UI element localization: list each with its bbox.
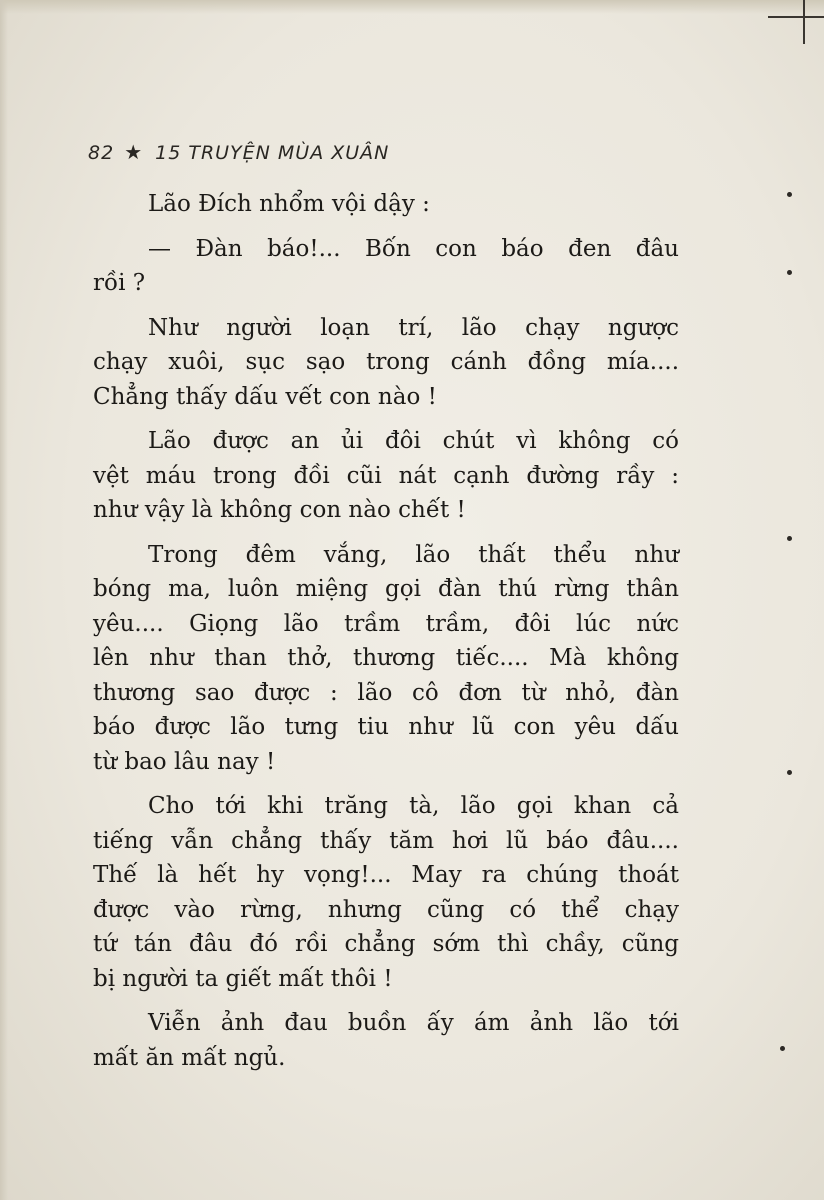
- paragraph: [93, 311, 679, 415]
- star-icon: ★: [124, 140, 144, 164]
- text-line: Cho tới khi trăng tà, lão gọi khan cả: [148, 793, 679, 819]
- text-line: yêu.... Giọng lão trầm trầm, đôi lúc nức: [93, 610, 679, 637]
- ink-speck: [787, 770, 792, 775]
- text-line: Viễn ảnh đau buồn ấy ám ảnh lão tới: [148, 1010, 679, 1036]
- page-left-edge-shadow: [0, 0, 8, 1200]
- text-line: Chẳng thấy dấu vết con nào !: [93, 383, 437, 410]
- text-line: mất ăn mất ngủ.: [93, 1044, 286, 1071]
- text-line: chạy xuôi, sục sạo trong cánh đồng mía....: [93, 349, 679, 375]
- text-line: rồi ?: [93, 270, 146, 296]
- running-header: [88, 140, 389, 164]
- paragraph: [93, 232, 679, 301]
- text-line: vệt máu trong đồi cũi nát cạnh đường rầy :: [93, 462, 679, 489]
- crop-mark-horizontal: [768, 16, 824, 18]
- book-title: 15 TRUYỆN MÙA XUÂN: [155, 142, 390, 164]
- text-line: tiếng vẫn chẳng thấy tăm hơi lũ báo đâu....: [93, 827, 679, 854]
- paragraph: [93, 789, 679, 996]
- paragraph: [93, 187, 679, 222]
- text-line: Lão Đích nhổm vội dậy :: [148, 191, 430, 217]
- text-line: như vậy là không con nào chết !: [93, 497, 466, 523]
- text-line: Như người loạn trí, lão chạy ngược: [148, 314, 679, 341]
- page-number: 82: [88, 142, 115, 164]
- page-top-edge-shadow: [0, 0, 824, 14]
- text-line: báo được lão tưng tiu như lũ con yêu dấu: [93, 714, 679, 740]
- ink-speck: [787, 536, 792, 541]
- ink-speck: [787, 192, 792, 197]
- story-text: [93, 187, 679, 1075]
- text-line: lên như than thở, thương tiếc.... Mà không: [93, 645, 679, 671]
- text-line: bóng ma, luôn miệng gọi đàn thú rừng thân: [93, 576, 679, 602]
- ink-speck: [787, 270, 792, 275]
- text-line: tứ tán đâu đó rồi chẳng sớm thì chầy, cũng: [93, 931, 679, 957]
- text-line: Lão được an ủi đôi chút vì không có: [148, 428, 679, 454]
- text-line: từ bao lâu nay !: [93, 748, 276, 775]
- text-line: Trong đêm vắng, lão thất thểu như: [148, 541, 679, 568]
- text-line: — Đàn báo!... Bốn con báo đen đâu: [148, 235, 679, 262]
- crop-mark-vertical: [803, 0, 805, 44]
- text-line: bị người ta giết mất thôi !: [93, 965, 393, 992]
- ink-speck: [780, 1046, 785, 1051]
- paragraph: [93, 424, 679, 528]
- paragraph: [93, 1006, 679, 1075]
- text-line: Thế là hết hy vọng!... May ra chúng thoát: [93, 862, 679, 888]
- paragraph: [93, 538, 679, 780]
- text-line: thương sao được : lão cô đơn từ nhỏ, đàn: [93, 679, 679, 706]
- text-line: được vào rừng, nhưng cũng có thể chạy: [93, 896, 679, 923]
